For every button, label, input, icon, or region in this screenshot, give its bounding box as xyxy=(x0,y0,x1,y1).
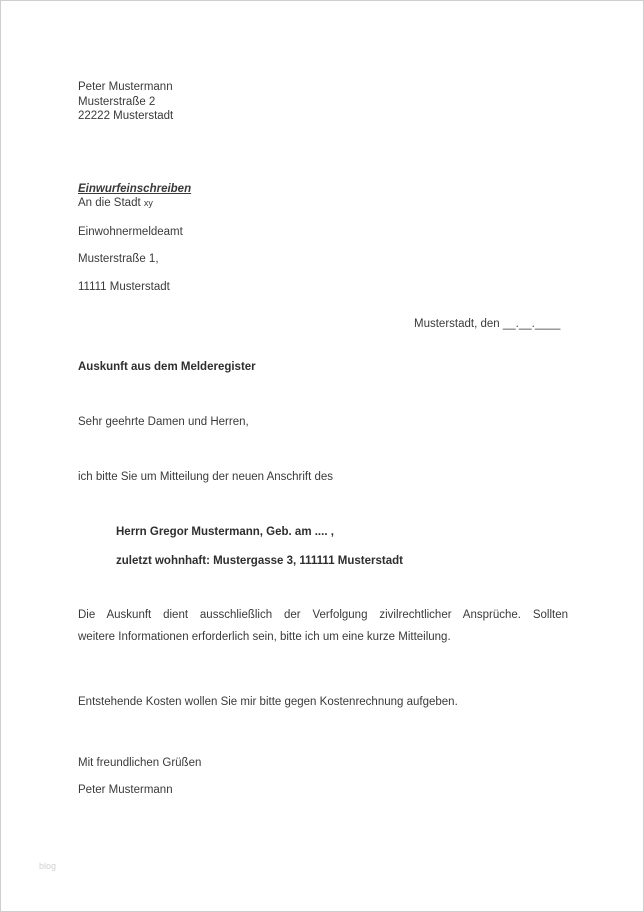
recipient-street: Musterstraße 1, xyxy=(78,253,159,265)
recipient-department: Einwohnermeldeamt xyxy=(78,226,183,238)
recipient-city: 11111 Musterstadt xyxy=(78,281,170,293)
subject-line: Auskunft aus dem Melderegister xyxy=(78,361,256,373)
costs-paragraph: Entstehende Kosten wollen Sie mir bitte gegen Kostenrechnung aufgeben. xyxy=(78,696,458,708)
date-line: Musterstadt, den __.__.____ xyxy=(414,318,561,330)
watermark-text: blog xyxy=(39,861,57,871)
closing-greeting: Mit freundlichen Grüßen xyxy=(78,757,202,769)
purpose-paragraph-line1: Die Auskunft dient ausschließlich der Verfolgung zivilrechtlicher Ansprüche. Sollten xyxy=(78,609,568,621)
person-name-line: Herrn Gregor Mustermann, Geb. am .... , xyxy=(116,526,334,538)
sender-city: 22222 Musterstadt xyxy=(78,110,174,122)
person-address-line: zuletzt wohnhaft: Mustergasse 3, 111111 Musterstadt xyxy=(116,555,403,567)
request-intro: ich bitte Sie um Mitteilung der neuen Anschrift des xyxy=(78,471,334,483)
sender-name: Peter Mustermann xyxy=(78,81,173,93)
recipient-line1-prefix: An die Stadt xyxy=(78,197,141,209)
purpose-paragraph-line2: weitere Informationen erforderlich sein, bitte ich um eine kurze Mitteilung. xyxy=(78,631,451,643)
recipient-line1 xyxy=(78,196,153,210)
closing-signature: Peter Mustermann xyxy=(78,784,173,796)
salutation: Sehr geehrte Damen und Herren, xyxy=(78,416,249,428)
sender-street: Musterstraße 2 xyxy=(78,96,156,108)
recipient-line1-suffix: xy xyxy=(143,198,153,208)
delivery-type: Einwurfeinschreiben xyxy=(78,183,192,195)
